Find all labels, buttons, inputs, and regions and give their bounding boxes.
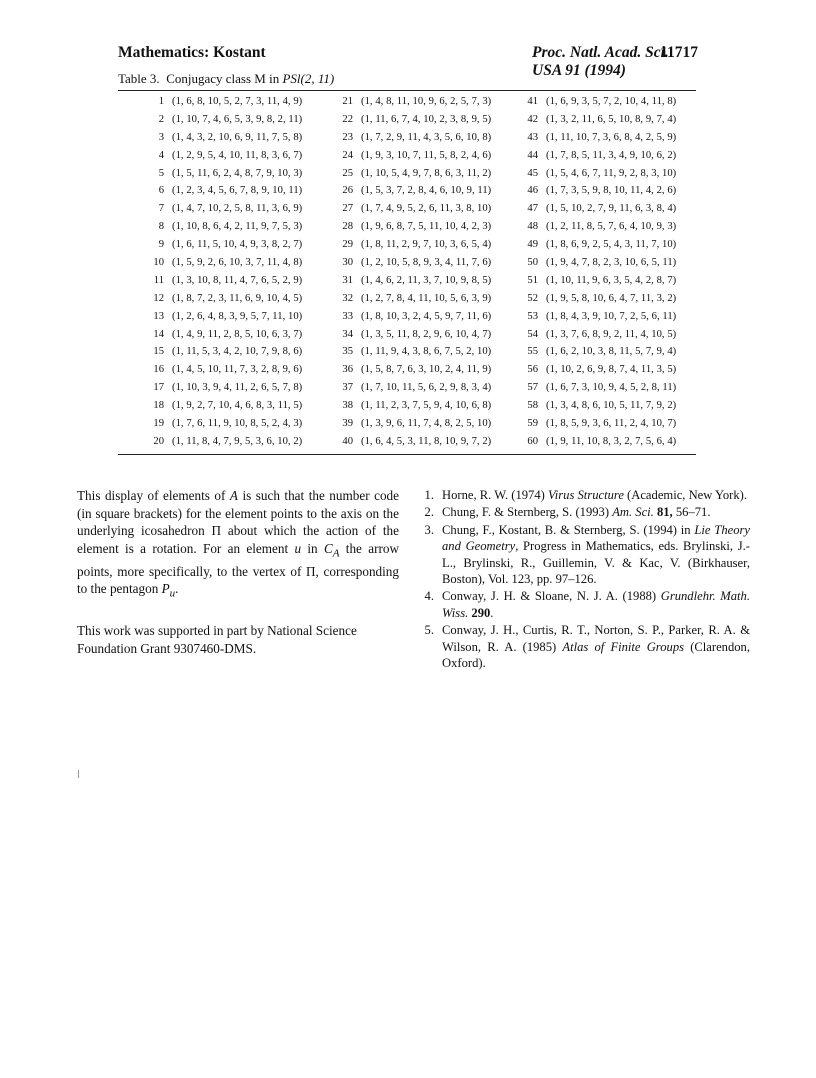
reference-details: 56–71. xyxy=(672,505,711,520)
row-number: 17 xyxy=(153,382,164,394)
permutation-cycle: (1, 9, 11, 10, 8, 3, 2, 7, 5, 6, 4) xyxy=(546,435,677,447)
reference-details: (Academic, New York). xyxy=(623,488,748,502)
row-number: 14 xyxy=(153,328,164,340)
reference-number: 3. xyxy=(424,522,434,537)
row-number: 23 xyxy=(342,131,353,143)
row-number: 24 xyxy=(342,149,353,161)
permutation-cycle: (1, 11, 8, 4, 7, 9, 5, 3, 6, 10, 2) xyxy=(172,435,303,447)
reference-number: 4. xyxy=(424,589,434,604)
row-number: 59 xyxy=(527,418,538,430)
permutation-cycle: (1, 3, 2, 11, 6, 5, 10, 8, 9, 7, 4) xyxy=(546,113,677,125)
permutation-cycle: (1, 6, 4, 5, 3, 11, 8, 10, 9, 7, 2) xyxy=(361,435,492,447)
permutation-cycle: (1, 3, 5, 11, 8, 2, 9, 6, 10, 4, 7) xyxy=(361,328,492,340)
row-number: 40 xyxy=(342,435,353,447)
permutation-cycle: (1, 6, 7, 3, 10, 9, 4, 5, 2, 8, 11) xyxy=(546,382,677,394)
row-number: 18 xyxy=(153,400,164,412)
table-row xyxy=(144,326,302,344)
para-math-sub: u xyxy=(169,587,176,600)
reference-number: 1. xyxy=(424,488,434,502)
permutation-cycle: (1, 2, 11, 8, 5, 7, 6, 4, 10, 9, 3) xyxy=(546,221,677,233)
table-caption xyxy=(118,71,334,87)
table-row xyxy=(333,147,491,165)
table-top-rule xyxy=(118,90,696,91)
permutation-cycle: (1, 2, 9, 5, 4, 10, 11, 8, 3, 6, 7) xyxy=(172,149,303,161)
row-number: 3 xyxy=(158,131,164,143)
row-number: 47 xyxy=(527,203,538,215)
permutation-cycle: (1, 9, 6, 8, 7, 5, 11, 10, 4, 2, 3) xyxy=(361,221,492,233)
row-number: 50 xyxy=(527,257,538,269)
table-row xyxy=(518,93,676,111)
permutation-cycle: (1, 7, 10, 11, 5, 6, 2, 9, 8, 3, 4) xyxy=(361,382,492,394)
reference-item xyxy=(420,504,750,520)
para-text: This display of elements of xyxy=(77,488,230,503)
row-number: 32 xyxy=(342,292,353,304)
row-number: 31 xyxy=(342,274,353,286)
table-row xyxy=(144,236,302,254)
reference-title: Lie Theory and Geometry xyxy=(442,522,750,554)
table-row xyxy=(144,290,302,308)
row-number: 46 xyxy=(527,185,538,197)
para-math: C xyxy=(323,540,333,556)
row-number: 19 xyxy=(153,418,164,430)
reference-authors: Chung, F., Kostant, B. & Sternberg, S. (1994) in xyxy=(442,522,695,537)
table-row xyxy=(144,254,302,272)
reference-item xyxy=(420,487,750,503)
permutation-cycle: (1, 5, 11, 6, 2, 4, 8, 7, 9, 10, 3) xyxy=(172,167,303,179)
table-row xyxy=(518,343,676,361)
reference-title: Atlas of Finite Groups xyxy=(562,639,685,654)
table-row xyxy=(333,361,491,379)
row-number: 2 xyxy=(158,113,164,125)
permutation-cycle: (1, 3, 7, 6, 8, 9, 2, 11, 4, 10, 5) xyxy=(546,328,677,340)
row-number: 6 xyxy=(158,185,164,197)
row-number: 45 xyxy=(527,167,538,179)
row-number: 10 xyxy=(153,257,164,269)
table-row xyxy=(144,415,302,433)
table-row xyxy=(333,111,491,129)
permutation-cycle: (1, 4, 9, 11, 2, 8, 5, 10, 6, 3, 7) xyxy=(172,328,303,340)
row-number: 21 xyxy=(342,96,353,107)
reference-title: Virus Structure xyxy=(548,488,624,502)
table-row xyxy=(144,182,302,200)
body-paragraph xyxy=(77,487,399,603)
conjugacy-table xyxy=(118,93,696,451)
references-list xyxy=(420,487,750,672)
para-text: is such that the number code (in square brackets) for the element points to the axis on the underlying icosahedron Π about which the action of the element is a rotation. For an element xyxy=(77,488,399,556)
permutation-cycle: (1, 5, 10, 2, 7, 9, 11, 6, 3, 8, 4) xyxy=(546,203,677,215)
table-row xyxy=(518,218,676,236)
table-row xyxy=(144,111,302,129)
row-number: 16 xyxy=(153,364,164,376)
permutation-cycle: (1, 10, 5, 4, 9, 7, 8, 6, 3, 11, 2) xyxy=(361,167,492,179)
permutation-cycle: (1, 2, 7, 8, 4, 11, 10, 5, 6, 3, 9) xyxy=(361,292,492,304)
table-row xyxy=(333,218,491,236)
row-number: 34 xyxy=(342,328,353,340)
para-math: A xyxy=(229,488,238,503)
row-number: 42 xyxy=(527,113,538,125)
table-row xyxy=(333,182,491,200)
row-number: 48 xyxy=(527,221,538,233)
table-row xyxy=(518,433,676,451)
permutation-cycle: (1, 4, 5, 10, 11, 7, 3, 2, 8, 9, 6) xyxy=(172,364,303,376)
reference-authors: Conway, J. H. & Sloane, N. J. A. (1988) xyxy=(442,589,661,604)
row-number: 49 xyxy=(527,239,538,251)
table-row xyxy=(333,236,491,254)
reference-details: . xyxy=(490,605,494,620)
table-row xyxy=(518,361,676,379)
table-row xyxy=(333,290,491,308)
row-number: 52 xyxy=(527,292,538,304)
table-row xyxy=(333,397,491,415)
row-number: 53 xyxy=(527,310,538,322)
table-row xyxy=(518,200,676,218)
table-row xyxy=(144,343,302,361)
permutation-cycle: (1, 4, 3, 2, 10, 6, 9, 11, 7, 5, 8) xyxy=(172,131,303,143)
permutation-cycle: (1, 3, 4, 8, 6, 10, 5, 11, 7, 9, 2) xyxy=(546,400,677,412)
permutation-cycle: (1, 7, 8, 5, 11, 3, 4, 9, 10, 6, 2) xyxy=(546,149,677,161)
permutation-cycle: (1, 7, 6, 11, 9, 10, 8, 5, 2, 4, 3) xyxy=(172,418,303,430)
permutation-cycle: (1, 4, 7, 10, 2, 5, 8, 11, 3, 6, 9) xyxy=(172,203,303,215)
row-number: 30 xyxy=(342,257,353,269)
table-column-2 xyxy=(333,93,491,451)
permutation-cycle: (1, 8, 5, 9, 3, 6, 11, 2, 4, 10, 7) xyxy=(546,418,677,430)
permutation-cycle: (1, 5, 8, 7, 6, 3, 10, 2, 4, 11, 9) xyxy=(361,364,492,376)
table-row xyxy=(333,129,491,147)
reference-number: 2. xyxy=(424,505,434,520)
permutation-cycle: (1, 6, 11, 5, 10, 4, 9, 3, 8, 2, 7) xyxy=(172,239,303,251)
table-row xyxy=(144,147,302,165)
row-number: 55 xyxy=(527,346,538,358)
row-number: 25 xyxy=(342,167,353,179)
table-row xyxy=(144,129,302,147)
permutation-cycle: (1, 11, 6, 7, 4, 10, 2, 3, 8, 9, 5) xyxy=(361,113,492,125)
row-number: 41 xyxy=(527,96,538,107)
table-row xyxy=(518,147,676,165)
row-number: 27 xyxy=(342,203,353,215)
permutation-cycle: (1, 3, 10, 8, 11, 4, 7, 6, 5, 2, 9) xyxy=(172,274,303,286)
table-row xyxy=(144,272,302,290)
header-section-title: Mathematics: Kostant xyxy=(118,44,266,61)
reference-volume: 81, xyxy=(653,505,673,520)
permutation-cycle: (1, 4, 6, 2, 11, 3, 7, 10, 9, 8, 5) xyxy=(361,274,492,286)
row-number: 15 xyxy=(153,346,164,358)
table-row xyxy=(144,433,302,451)
row-number: 58 xyxy=(527,400,538,412)
table-column-3 xyxy=(518,93,676,451)
table-bottom-rule xyxy=(118,454,696,455)
permutation-cycle: (1, 5, 3, 7, 2, 8, 4, 6, 10, 9, 11) xyxy=(361,185,492,197)
reference-item xyxy=(420,588,750,621)
row-number: 60 xyxy=(527,435,538,447)
table-row xyxy=(518,111,676,129)
row-number: 51 xyxy=(527,274,538,286)
table-row xyxy=(333,165,491,183)
row-number: 35 xyxy=(342,346,353,358)
table-caption-label: Table 3. xyxy=(118,71,160,86)
table-row xyxy=(144,165,302,183)
permutation-cycle: (1, 8, 6, 9, 2, 5, 4, 3, 11, 7, 10) xyxy=(546,239,677,251)
table-caption-group: PSl(2, 11) xyxy=(282,71,335,86)
row-number: 22 xyxy=(342,113,353,125)
table-caption-text: Conjugacy class M in xyxy=(166,71,283,86)
reference-authors: Conway, J. H., Curtis, R. T., Norton, S. P., Parker, R. A. & Wilson, R. A. (1985) xyxy=(442,623,750,654)
permutation-cycle: (1, 6, 2, 10, 3, 8, 11, 5, 7, 9, 4) xyxy=(546,346,677,358)
reference-title: Am. Sci. xyxy=(612,505,654,520)
row-number: 43 xyxy=(527,131,538,143)
table-row xyxy=(518,182,676,200)
row-number: 1 xyxy=(158,96,164,107)
row-number: 12 xyxy=(153,292,164,304)
table-column-1 xyxy=(144,93,302,451)
table-row xyxy=(333,343,491,361)
reference-volume: 290 xyxy=(468,605,491,620)
table-row xyxy=(144,379,302,397)
row-number: 13 xyxy=(153,310,164,322)
row-number: 5 xyxy=(158,167,164,179)
permutation-cycle: (1, 10, 11, 9, 6, 3, 5, 4, 2, 8, 7) xyxy=(546,274,677,286)
table-row xyxy=(518,165,676,183)
permutation-cycle: (1, 8, 10, 3, 2, 4, 5, 9, 7, 11, 6) xyxy=(361,310,492,322)
permutation-cycle: (1, 9, 4, 7, 8, 2, 3, 10, 6, 5, 11) xyxy=(546,257,677,269)
table-row xyxy=(333,415,491,433)
table-row xyxy=(144,200,302,218)
row-number: 38 xyxy=(342,400,353,412)
permutation-cycle: (1, 11, 9, 4, 3, 8, 6, 7, 5, 2, 10) xyxy=(361,346,492,358)
table-row xyxy=(144,361,302,379)
permutation-cycle: (1, 10, 3, 9, 4, 11, 2, 6, 5, 7, 8) xyxy=(172,382,303,394)
reference-number: 5. xyxy=(424,623,434,638)
row-number: 37 xyxy=(342,382,353,394)
permutation-cycle: (1, 9, 2, 7, 10, 4, 6, 8, 3, 11, 5) xyxy=(172,400,303,412)
permutation-cycle: (1, 6, 9, 3, 5, 7, 2, 10, 4, 11, 8) xyxy=(546,96,677,107)
row-number: 26 xyxy=(342,185,353,197)
row-number: 39 xyxy=(342,418,353,430)
permutation-cycle: (1, 9, 3, 10, 7, 11, 5, 8, 2, 4, 6) xyxy=(361,149,492,161)
permutation-cycle: (1, 9, 5, 8, 10, 6, 4, 7, 11, 3, 2) xyxy=(546,292,677,304)
table-row xyxy=(144,397,302,415)
para-text: the arrow points, more specifically, to the vertex of Π, corresponding to the pentagon xyxy=(77,540,399,597)
table-row xyxy=(333,272,491,290)
reference-title: Grundlehr. Math. Wiss. xyxy=(442,589,750,620)
margin-mark xyxy=(78,770,79,778)
table-row xyxy=(144,218,302,236)
permutation-cycle: (1, 2, 3, 4, 5, 6, 7, 8, 9, 10, 11) xyxy=(172,185,303,197)
permutation-cycle: (1, 8, 4, 3, 9, 10, 7, 2, 5, 6, 11) xyxy=(546,310,677,322)
table-row xyxy=(518,326,676,344)
header-page-number: 11717 xyxy=(660,44,698,61)
permutation-cycle: (1, 5, 4, 6, 7, 11, 9, 2, 8, 3, 10) xyxy=(546,167,677,179)
row-number: 7 xyxy=(158,203,164,215)
permutation-cycle: (1, 7, 4, 9, 5, 2, 6, 11, 3, 8, 10) xyxy=(361,203,492,215)
row-number: 11 xyxy=(153,274,164,286)
permutation-cycle: (1, 10, 2, 6, 9, 8, 7, 4, 11, 3, 5) xyxy=(546,364,677,376)
para-text: in xyxy=(301,540,324,556)
row-number: 36 xyxy=(342,364,353,376)
table-row xyxy=(518,290,676,308)
reference-details: (Clarendon, Oxford). xyxy=(442,639,750,671)
row-number: 8 xyxy=(158,221,164,233)
para-math-sub: A xyxy=(332,547,340,560)
table-row xyxy=(144,308,302,326)
table-row xyxy=(333,200,491,218)
permutation-cycle: (1, 3, 9, 6, 11, 7, 4, 8, 2, 5, 10) xyxy=(361,418,492,430)
row-number: 9 xyxy=(158,239,164,251)
reference-authors: Horne, R. W. (1974) xyxy=(442,488,548,502)
row-number: 20 xyxy=(153,435,164,447)
row-number: 44 xyxy=(527,149,538,161)
table-row xyxy=(333,433,491,451)
permutation-cycle: (1, 11, 2, 3, 7, 5, 9, 4, 10, 6, 8) xyxy=(361,400,492,412)
permutation-cycle: (1, 10, 8, 6, 4, 2, 11, 9, 7, 5, 3) xyxy=(172,221,303,233)
permutation-cycle: (1, 7, 2, 9, 11, 4, 3, 5, 6, 10, 8) xyxy=(361,131,492,143)
reference-item xyxy=(420,522,750,588)
table-row xyxy=(333,379,491,397)
table-row xyxy=(518,272,676,290)
reference-item xyxy=(420,622,750,671)
para-math: P xyxy=(161,581,170,597)
para-math: u xyxy=(294,540,302,556)
permutation-cycle: (1, 2, 6, 4, 8, 3, 9, 5, 7, 11, 10) xyxy=(172,310,303,322)
table-row xyxy=(333,93,491,111)
permutation-cycle: (1, 7, 3, 5, 9, 8, 10, 11, 4, 2, 6) xyxy=(546,185,677,197)
permutation-cycle: (1, 6, 8, 10, 5, 2, 7, 3, 11, 4, 9) xyxy=(172,96,303,107)
row-number: 28 xyxy=(342,221,353,233)
permutation-cycle: (1, 5, 9, 2, 6, 10, 3, 7, 11, 4, 8) xyxy=(172,257,303,269)
table-row xyxy=(333,308,491,326)
reference-details: , Progress in Mathematics, eds. Brylinski, J.-L., Brylinski, R., Guillemin, V. & Kac, V. (Birkhauser, Boston), Vol. 123, pp. 97–126. xyxy=(442,539,750,587)
table-row xyxy=(518,415,676,433)
table-row xyxy=(144,93,302,111)
table-row xyxy=(518,379,676,397)
header-journal-citation: Proc. Natl. Acad. Sci. USA 91 (1994) xyxy=(532,44,669,79)
permutation-cycle: (1, 10, 7, 4, 6, 5, 3, 9, 8, 2, 11) xyxy=(172,113,303,125)
permutation-cycle: (1, 8, 7, 2, 3, 11, 6, 9, 10, 4, 5) xyxy=(172,292,303,304)
row-number: 56 xyxy=(527,364,538,376)
reference-authors: Chung, F. & Sternberg, S. (1993) xyxy=(442,505,613,520)
row-number: 57 xyxy=(527,382,538,394)
table-row xyxy=(518,308,676,326)
row-number: 29 xyxy=(342,239,353,251)
acknowledgment: This work was supported in part by National Science Foundation Grant 9307460-DMS. xyxy=(77,623,357,656)
permutation-cycle: (1, 2, 10, 5, 8, 9, 3, 4, 11, 7, 6) xyxy=(361,257,492,269)
table-row xyxy=(518,129,676,147)
table-row xyxy=(518,397,676,415)
permutation-cycle: (1, 11, 10, 7, 3, 6, 8, 4, 2, 5, 9) xyxy=(546,131,677,143)
row-number: 33 xyxy=(342,310,353,322)
permutation-cycle: (1, 8, 11, 2, 9, 7, 10, 3, 6, 5, 4) xyxy=(361,239,492,251)
table-row xyxy=(518,236,676,254)
table-row xyxy=(333,254,491,272)
row-number: 4 xyxy=(158,149,164,161)
table-row xyxy=(518,254,676,272)
para-text: . xyxy=(175,581,179,597)
row-number: 54 xyxy=(527,328,538,340)
table-row xyxy=(333,326,491,344)
permutation-cycle: (1, 11, 5, 3, 4, 2, 10, 7, 9, 8, 6) xyxy=(172,346,303,358)
permutation-cycle: (1, 4, 8, 11, 10, 9, 6, 2, 5, 7, 3) xyxy=(361,96,492,107)
